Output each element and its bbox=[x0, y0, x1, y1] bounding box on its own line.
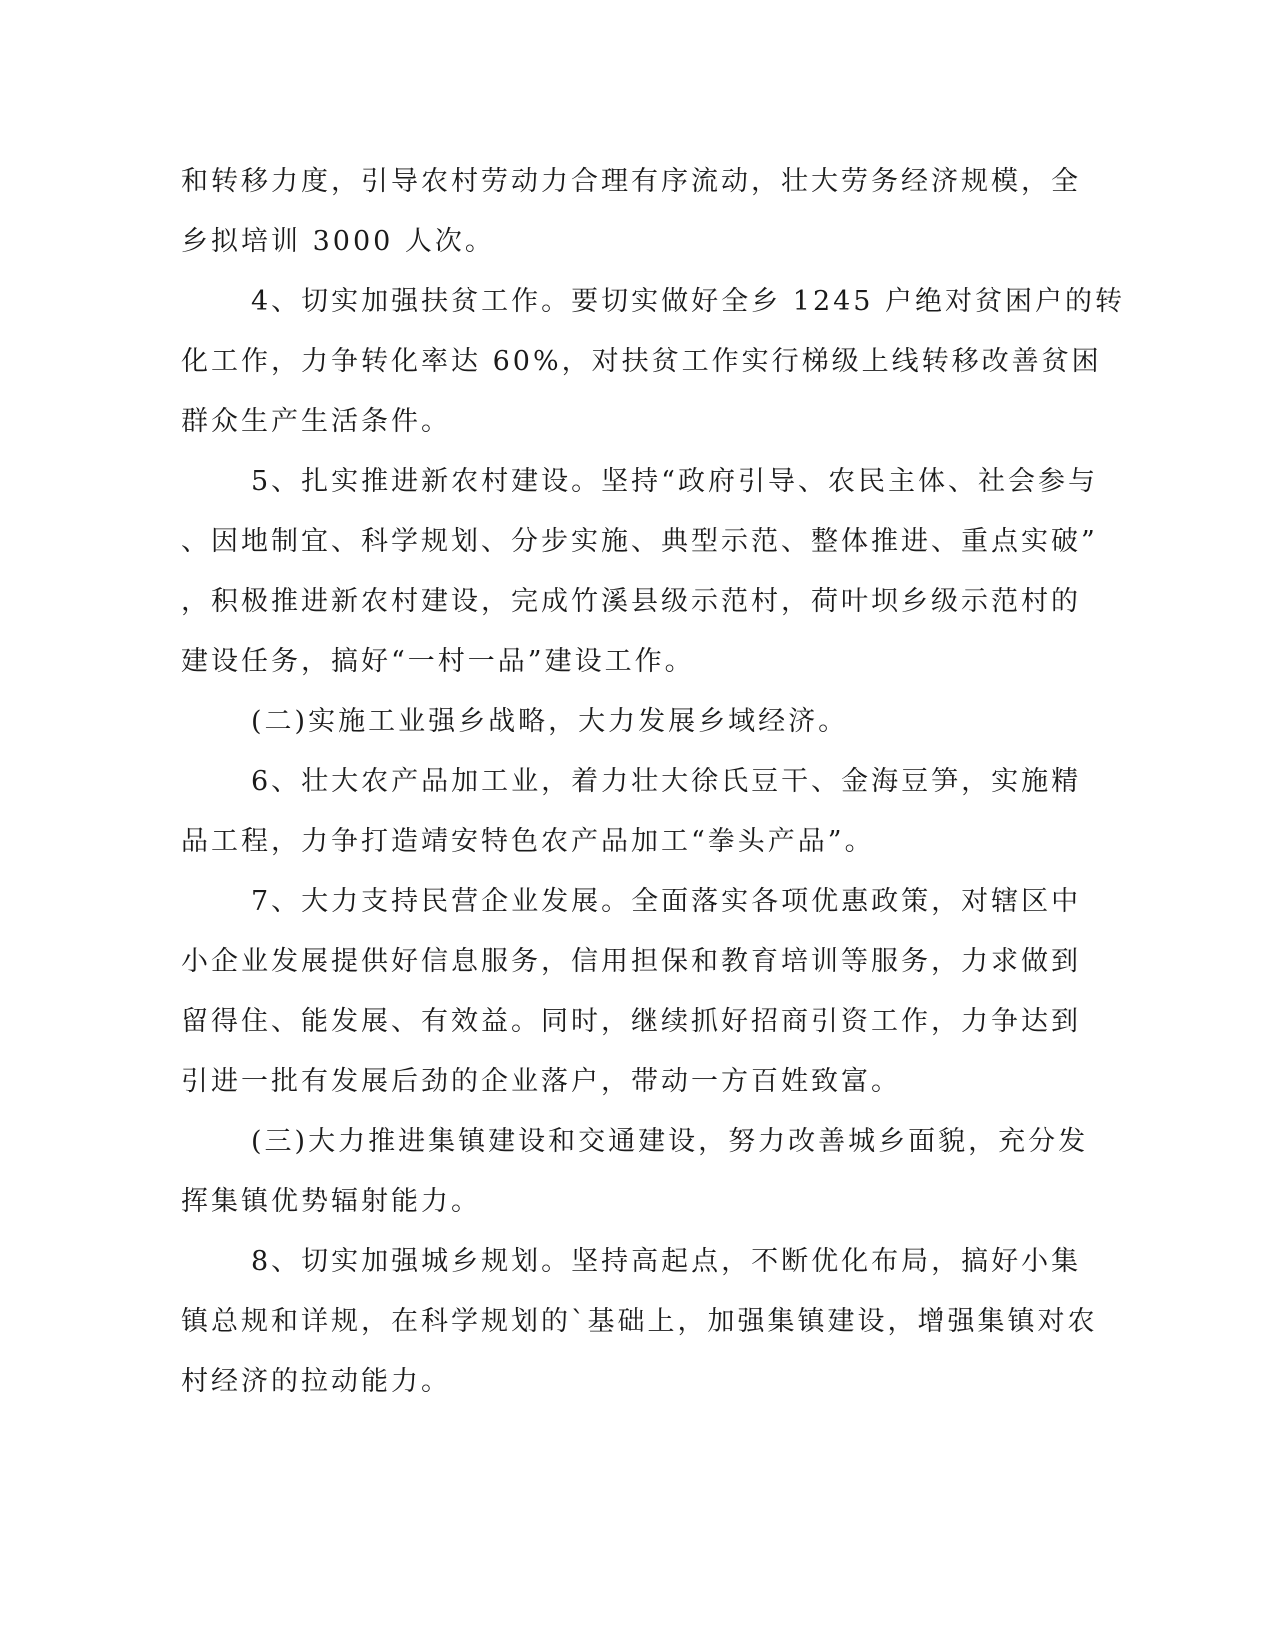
text-line: ，积极推进新农村建设，完成竹溪县级示范村，荷叶坝乡级示范村的 bbox=[181, 586, 1081, 617]
paragraph-start-line: 7、大力支持民营企业发展。全面落实各项优惠政策，对辖区中 bbox=[251, 886, 1082, 917]
text-line: 引进一批有发展后劲的企业落户，带动一方百姓致富。 bbox=[181, 1066, 901, 1097]
text-line: 挥集镇优势辐射能力。 bbox=[181, 1186, 481, 1217]
text-line: 群众生产生活条件。 bbox=[181, 406, 451, 437]
text-line: 村经济的拉动能力。 bbox=[181, 1366, 451, 1397]
paragraph-start-line: 8、切实加强城乡规划。坚持高起点，不断优化布局，搞好小集 bbox=[251, 1246, 1082, 1277]
text-line: 镇总规和详规，在科学规划的`基础上，加强集镇建设，增强集镇对农 bbox=[181, 1306, 1098, 1337]
text-line: 品工程，力争打造靖安特色农产品加工“拳头产品”。 bbox=[181, 826, 875, 857]
paragraph-start-line: 6、壮大农产品加工业，着力壮大徐氏豆干、金海豆笋，实施精 bbox=[251, 766, 1082, 797]
text-line: 化工作，力争转化率达 60%，对扶贫工作实行梯级上线转移改善贫困 bbox=[181, 346, 1102, 377]
section-heading: (三)大力推进集镇建设和交通建设，努力改善城乡面貌，充分发 bbox=[251, 1126, 1089, 1157]
section-heading: (二)实施工业强乡战略，大力发展乡域经济。 bbox=[251, 706, 849, 737]
paragraph-start-line: 4、切实加强扶贫工作。要切实做好全乡 1245 户绝对贫困户的转 bbox=[251, 286, 1126, 317]
paragraph-start-line: 5、扎实推进新农村建设。坚持“政府引导、农民主体、社会参与 bbox=[251, 466, 1098, 497]
text-line: 和转移力度，引导农村劳动力合理有序流动，壮大劳务经济规模，全 bbox=[181, 166, 1081, 197]
text-line: 乡拟培训 3000 人次。 bbox=[181, 226, 495, 257]
text-line: 留得住、能发展、有效益。同时，继续抓好招商引资工作，力争达到 bbox=[181, 1006, 1081, 1037]
text-line: 、因地制宜、科学规划、分步实施、典型示范、整体推进、重点实破” bbox=[181, 526, 1098, 557]
text-line: 建设任务，搞好“一村一品”建设工作。 bbox=[181, 646, 695, 677]
text-line: 小企业发展提供好信息服务，信用担保和教育培训等服务，力求做到 bbox=[181, 946, 1081, 977]
document-body bbox=[181, 152, 1126, 1412]
